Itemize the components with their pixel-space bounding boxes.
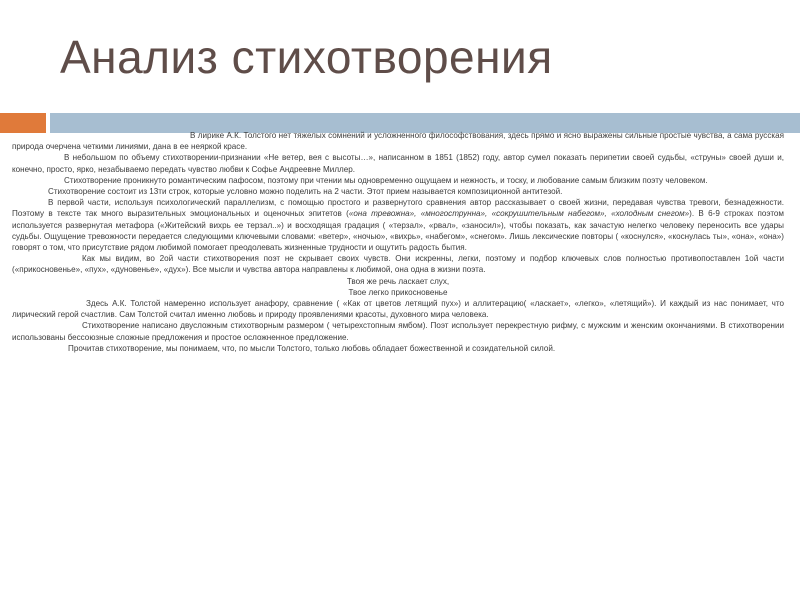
epithets-list: «она тревожна», «многострунна», «сокрушительным набегом», «холодным снегом» bbox=[348, 209, 690, 219]
first-part-text-b: ). В 6-9 строках поэтом используется развернутая метафора («Житейский вихрь ее терзал..») и восходящая градация ( «терзал», «рвал», «заносил»), чтобы показать, как зачастую нелегко человеку переносить все удары судьбы. Ощущение тревожности передается следующими ключевыми словами: «ветер», «ночью», «вихрь», «набегом», «снегом». Лишь лексические повторы ( «коснулся», «коснулась ты», «она», «она») говорят о том, что присутствие рядом любимой помогает преодолевать жизненные трудности и ощутить радость бытия. bbox=[12, 209, 784, 253]
slide-title: Анализ стихотворения bbox=[60, 31, 553, 83]
paragraph-pathos: Стихотворение проникнуто романтическим пафосом, поэтому при чтении мы одновременно ощущаем и нежность, и тоску, и любование самым близким поэту человеком. bbox=[64, 175, 708, 185]
first-part-text-a: В первой части, используя психологический параллелизм, с помощью простого и развернутого сравнения автор рассказывает о своей жизни, передавая чувства тревоги, безнадежности. Поэтому в тексте так много выразительных эмоциональных и оценочных эпитетов ( bbox=[12, 198, 784, 219]
paragraph-conclusion: Прочитав стихотворение, мы понимаем, что, по мысли Толстого, только любовь обладает божественной и созидательной силой. bbox=[68, 343, 556, 353]
paragraph-second-part: Как мы видим, во 2ой части стихотворения поэт не скрывает своих чувств. Они искренны, легки, поэтому и подбор ключевых слов полностью противопоставлен 1ой части («прикосновенье», «пух», «дуновенье», «дух»). Все мысли и чувства автора направлены к любимой, она одна в жизни поэта. bbox=[12, 254, 784, 275]
paragraph-first-part bbox=[12, 197, 784, 253]
quote-line-1: Твоя же речь ласкает слух, bbox=[346, 276, 450, 286]
paragraph-devices: Здесь А.К. Толстой намеренно использует анафору, сравнение ( «Как от цветов летящий пух») и аллитерацию( «ласкает», «легко», «летящий»). И каждый из нас понимает, что лирический герой счастлив. Сам Толстой считал именно любовь и природу проявлениями красоты, духовного мира человека. bbox=[12, 299, 784, 320]
quote-line-2: Твое легко прикосновенье bbox=[348, 287, 448, 297]
paragraph-intro: В лирике А.К. Толстого нет тяжелых сомнений и усложненного философствования, здесь прямо и ясно выражены сильные простые чувства, а сама русская природа очерчена четкими линиями, дана в ее неяркой красе. bbox=[12, 131, 784, 152]
paragraph-composition: Стихотворение состоит из 13ти строк, которые условно можно поделить на 2 части. Этот прием называется композиционной антитезой. bbox=[48, 187, 563, 197]
paragraph-poem-summary: В небольшом по объему стихотворении-признании «Не ветер, вея с высоты…», написанном в 1851 (1852) году, автор сумел показать перипетии своей судьбы, «струны» своей души и, конечно, просто, ярко, незабываемо передать чувство любви к Софье Андреевне Миллер. bbox=[12, 153, 784, 174]
analysis-text bbox=[12, 130, 784, 354]
paragraph-meter: Стихотворение написано двусложным стихотворным размером ( четырехстопным ямбом). Поэт использует перекрестную рифму, с мужским и женским окончаниями. В стихотворении использованы бессоюзные сложные предложения и простое осложненное предложение. bbox=[12, 321, 784, 342]
